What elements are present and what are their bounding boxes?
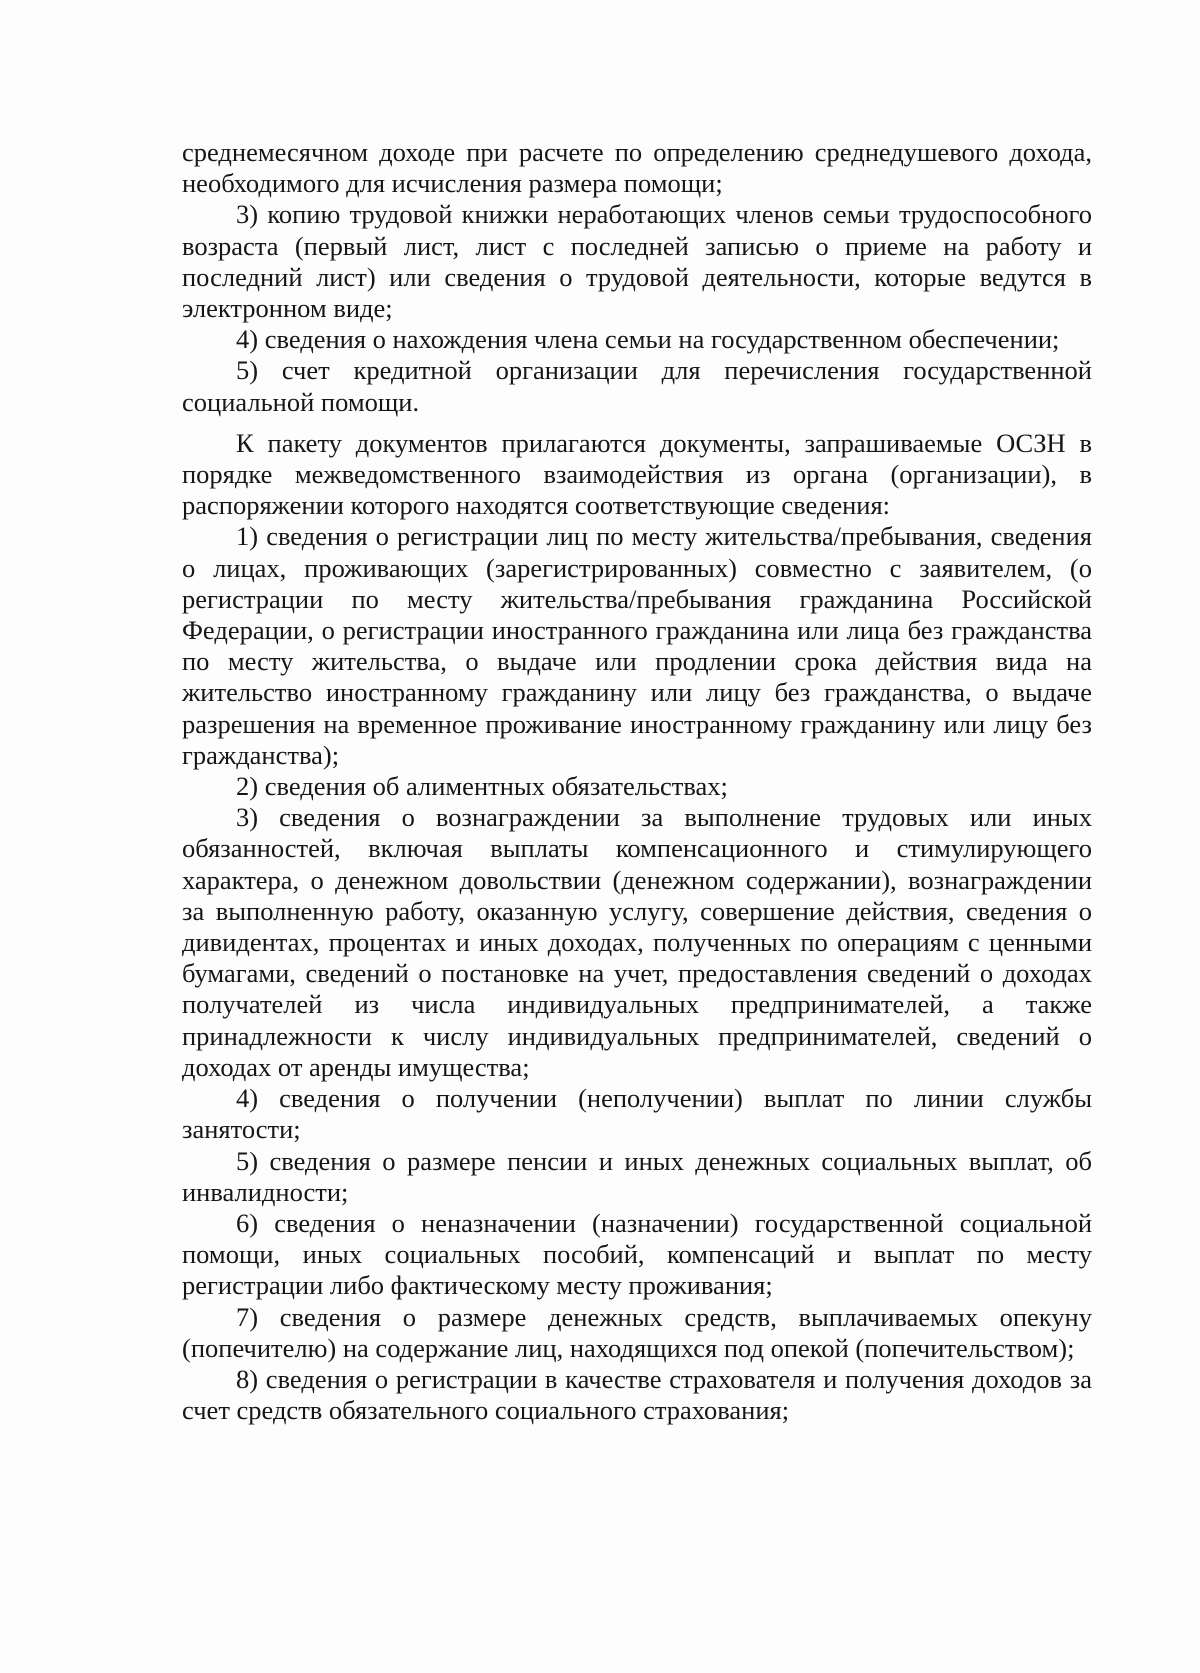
paragraph-item-5-bank-account: 5) счет кредитной организации для перечисления государственной социальной помощи. — [182, 355, 1092, 417]
paragraph-interagency-item-6: 6) сведения о неназначении (назначении) государственной социальной помощи, иных социальных пособий, компенсаций и выплат по месту регистрации либо фактическому месту проживания; — [182, 1207, 1092, 1301]
paragraph-interagency-item-8: 8) сведения о регистрации в качестве страхователя и получения доходов за счет средств обязательного социального страхования; — [182, 1363, 1092, 1426]
paragraph-interagency-intro: К пакету документов прилагаются документы, запрашиваемые ОСЗН в порядке межведомственного взаимодействия из органа (организации), в распоряжении которого находятся соответствующие сведения: — [182, 427, 1092, 521]
paragraph-item-3-work-book: 3) копию трудовой книжки неработающих членов семьи трудоспособного возраста (первый лист, лист с последней записью о приеме на работу и последний лист) или сведения о трудовой деятельности, которые ведутся в электронном виде; — [182, 199, 1092, 324]
document-body — [182, 137, 1092, 1426]
paragraph-interagency-item-1: 1) сведения о регистрации лиц по месту жительства/пребывания, сведения о лицах, проживающих (зарегистрированных) совместно с заявителем, (о регистрации по месту жительства/пребывания гражданина Российской Федерации, о регистрации иностранного гражданина или лица без гражданства по месту жительства, о выдаче или продлении срока действия вида на жительство иностранному гражданину или лицу без гражданства, о выдаче разрешения на временное проживание иностранному гражданину или лицу без гражданства); — [182, 521, 1092, 770]
paragraph-interagency-item-2: 2) сведения об алиментных обязательствах; — [236, 771, 728, 802]
paragraph-continuation: среднемесячном доходе при расчете по определению среднедушевого дохода, необходимого для исчисления размера помощи; — [182, 137, 1092, 199]
paragraph-interagency-item-7: 7) сведения о размере денежных средств, выплачиваемых опекуну (попечителю) на содержание лиц, находящихся под опекой (попечительством); — [182, 1301, 1092, 1363]
paragraph-interagency-item-4: 4) сведения о получении (неполучении) выплат по линии службы занятости; — [182, 1083, 1092, 1145]
paragraph-item-4-state-support: 4) сведения о нахождения члена семьи на государственном обеспечении; — [236, 324, 1060, 355]
paragraph-interagency-item-3: 3) сведения о вознаграждении за выполнение трудовых или иных обязанностей, включая выплаты компенсационного и стимулирующего характера, о денежном довольствии (денежном содержании), вознаграждении за выполненную работу, оказанную услугу, совершение действия, сведения о дивидентах, процентах и иных доходах, полученных по операциям с ценными бумагами, сведений о постановке на учет, предоставления сведений о доходах получателей из числа индивидуальных предпринимателей, а также принадлежности к числу индивидуальных предпринимателей, сведений о доходах от аренды имущества; — [182, 802, 1092, 1082]
paragraph-interagency-item-5: 5) сведения о размере пенсии и иных денежных социальных выплат, об инвалидности; — [182, 1145, 1092, 1207]
